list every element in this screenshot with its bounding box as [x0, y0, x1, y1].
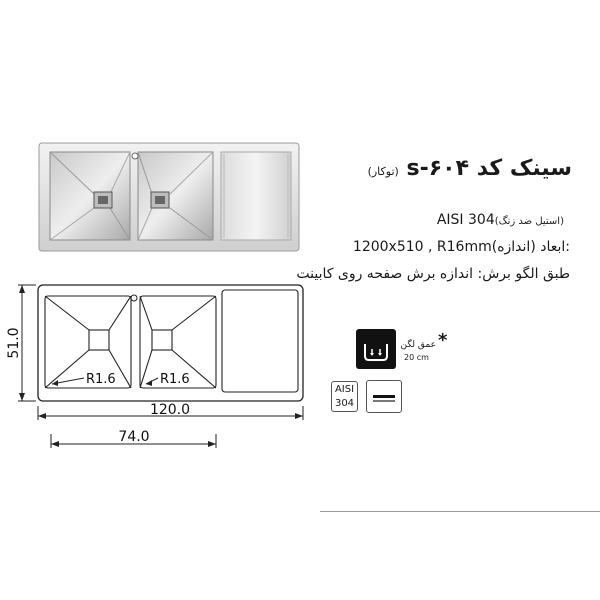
- dimensions-label: ابعاد (اندازه):: [491, 239, 570, 255]
- bowl-depth-value: 20 cm: [404, 353, 429, 362]
- radius-left-label: R1.6: [86, 372, 116, 387]
- bowls-width-label: 74.0: [118, 429, 150, 445]
- photo-drainer: [221, 152, 291, 240]
- divider-line: [320, 511, 600, 512]
- steel-note: (استیل ضد زنگ): [494, 216, 564, 227]
- sink-technical-drawing: [0, 268, 320, 458]
- product-subtitle: (توکار): [367, 165, 399, 178]
- dimensions-value: 1200x510 , R16mm: [352, 239, 492, 255]
- photo-left-bowl: [50, 152, 130, 240]
- radius-right-label: R1.6: [160, 372, 190, 387]
- bowl-depth-star: *: [438, 330, 448, 351]
- bowl-depth-icon: [356, 329, 396, 369]
- aisi-badge-line2: 304: [334, 398, 355, 409]
- sink-photo: [38, 142, 300, 252]
- product-code: ۶۰۴-s: [406, 156, 470, 181]
- thickness-icon: [366, 380, 402, 413]
- drawing-drainer: [222, 290, 298, 392]
- steel-grade: AISI 304: [436, 212, 495, 228]
- bowl-depth-label: عمق لگن: [400, 340, 436, 350]
- total-width-label: 120.0: [149, 402, 191, 418]
- height-dimension-label: 51.0: [6, 327, 22, 359]
- cut-template-line: طبق الگو برش: اندازه برش صفحه روی کابینت: [296, 266, 570, 282]
- title-prefix: سینک کد: [476, 156, 572, 181]
- dimensions-line: [353, 239, 570, 255]
- aisi-badge-line1: AISI: [334, 384, 355, 395]
- steel-grade-line: [437, 212, 570, 228]
- photo-right-bowl: [138, 152, 213, 240]
- product-title: [362, 156, 572, 181]
- aisi-badge: [331, 381, 358, 412]
